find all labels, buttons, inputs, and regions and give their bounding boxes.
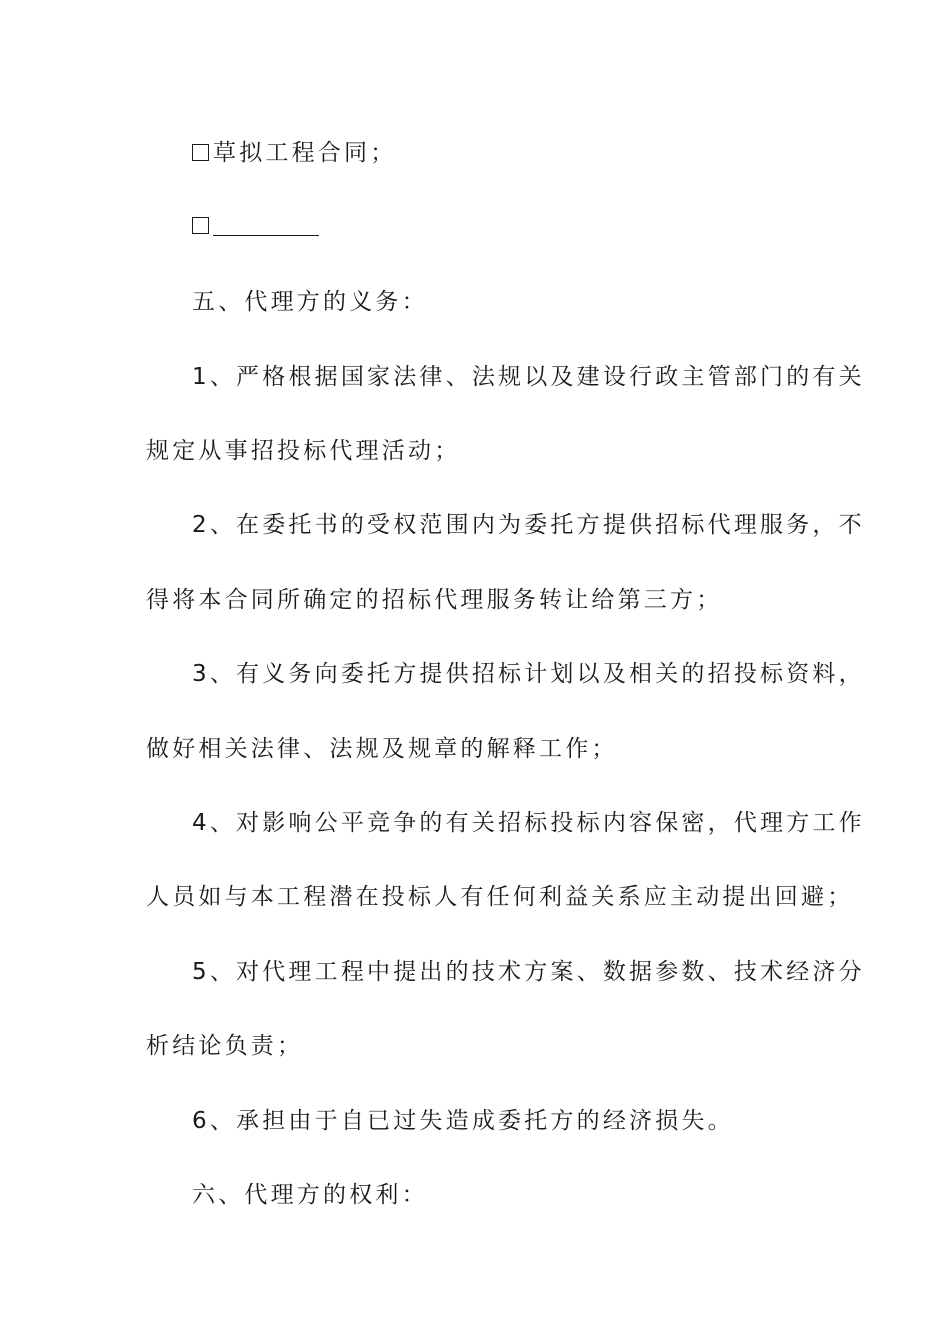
checkbox-icon[interactable]: [192, 217, 209, 234]
paragraph-line: 规定从事招投标代理活动；: [146, 438, 461, 464]
section-heading-obligations: 五、代理方的义务：: [192, 289, 428, 315]
checkbox-item-draft-contract: [192, 138, 852, 168]
checkbox-item-blank: [192, 211, 852, 241]
section-heading-rights: 六、代理方的权利：: [192, 1182, 428, 1208]
paragraph-line: 5、对代理工程中提出的技术方案、数据参数、技术经济分: [192, 959, 865, 985]
paragraph-line: 3、有义务向委托方提供招标计划以及相关的招投标资料，: [192, 661, 865, 687]
paragraph-line: 做好相关法律、法规及规章的解释工作；: [146, 736, 618, 762]
paragraph-line: 2、在委托书的受权范围内为委托方提供招标代理服务，不: [192, 512, 865, 538]
paragraph-line: 1、严格根据国家法律、法规以及建设行政主管部门的有关: [192, 364, 865, 390]
paragraph-line: 6、承担由于自已过失造成委托方的经济损失。: [192, 1108, 734, 1134]
paragraph-line: 人员如与本工程潜在投标人有任何利益关系应主动提出回避；: [146, 884, 854, 910]
paragraph-line: 析结论负责；: [146, 1033, 304, 1059]
checkbox-icon[interactable]: [192, 144, 209, 161]
blank-fill-line: [213, 215, 319, 236]
checkbox-label: 草拟工程合同；: [213, 140, 397, 166]
paragraph-line: 4、对影响公平竞争的有关招标投标内容保密，代理方工作: [192, 810, 865, 836]
paragraph-line: 得将本合同所确定的招标代理服务转让给第三方；: [146, 587, 723, 613]
